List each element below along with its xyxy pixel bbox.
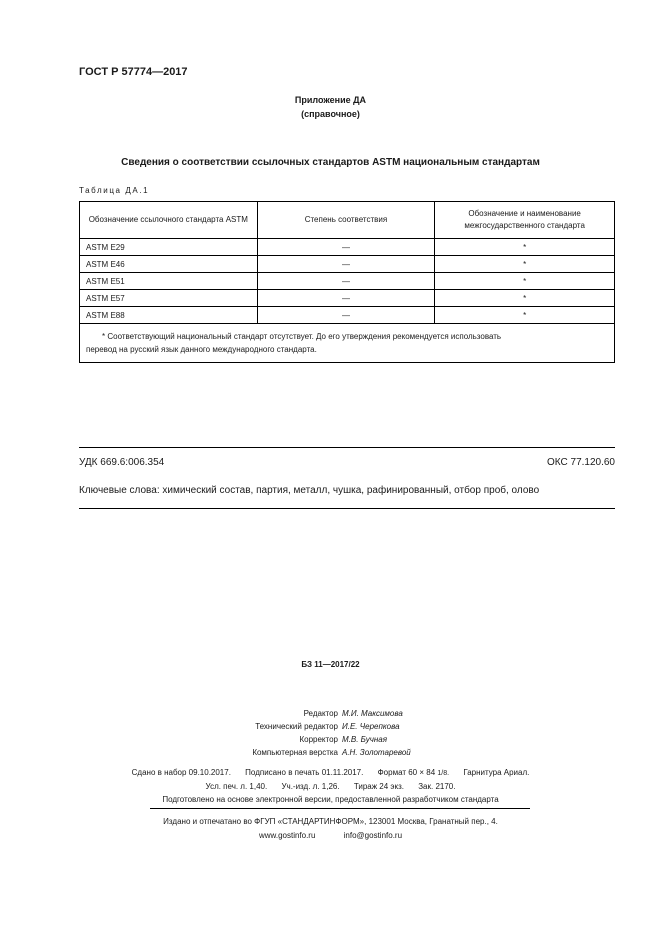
header-national-standard: Обозначение и наименование межгосударственного стандарта (435, 202, 615, 239)
cell-degree: — (257, 256, 435, 273)
cell-national: * (435, 290, 615, 307)
sent-date: Сдано в набор 09.10.2017. (131, 768, 231, 777)
table-footnote-row (80, 324, 615, 363)
cell-national: * (435, 239, 615, 256)
cell-standard: ASTM E57 (80, 290, 258, 307)
usl-pech: Усл. печ. л. 1,40. (205, 782, 268, 791)
email-link[interactable]: info@gostinfo.ru (343, 831, 403, 840)
print-details-line-1 (0, 766, 661, 780)
table-footnote (80, 324, 615, 363)
prepared-note: Подготовлено на основе электронной версии, предоставленной разработчиком стандарта (162, 795, 499, 804)
udk-code: УДК 669.6:006.354 (79, 457, 165, 468)
credit-role: Корректор (299, 735, 338, 744)
cell-standard: ASTM E88 (80, 307, 258, 324)
credit-proofreader (0, 733, 661, 746)
paper-format-fraction: 1/8. (437, 770, 450, 777)
tirazh: Тираж 24 экз. (353, 782, 404, 791)
credit-person: А.Н. Золотаревой (342, 748, 411, 757)
document-code: ГОСТ Р 57774—2017 (79, 66, 188, 78)
keywords: Ключевые слова: химический состав, партия, металл, чушка, рафинированный, отбор проб, олово (79, 485, 540, 496)
signed-date: Подписано в печать 01.11.2017. (245, 768, 364, 777)
credit-person: М.И. Максимова (342, 709, 403, 718)
table-row (80, 239, 615, 256)
order-number: Зак. 2170. (418, 782, 456, 791)
table-row (80, 307, 615, 324)
appendix-subtitle: (справочное) (301, 109, 360, 119)
header-astm-standard: Обозначение ссылочного стандарта ASTM (80, 202, 258, 239)
cell-degree: — (257, 290, 435, 307)
credit-role: Компьютерная верстка (252, 748, 338, 757)
cell-standard: ASTM E46 (80, 256, 258, 273)
table-row (80, 256, 615, 273)
main-heading: Сведения о соответствии ссылочных стандартов ASTM национальным стандартам (121, 157, 540, 168)
divider-bottom (79, 508, 615, 509)
website-link[interactable]: www.gostinfo.ru (258, 831, 316, 840)
cell-national: * (435, 256, 615, 273)
standards-table (79, 201, 615, 363)
table-header-row (80, 202, 615, 239)
credit-layout (0, 746, 661, 759)
credit-role: Технический редактор (255, 722, 338, 731)
table-row (80, 290, 615, 307)
divider-top (79, 447, 615, 448)
paper-format: Формат 60 × 84 (377, 768, 436, 777)
cell-standard: ASTM E29 (80, 239, 258, 256)
footnote-line-1: * Соответствующий национальный стандарт отсутствует. До его утверждения рекомендуется использовать (102, 332, 502, 341)
table-caption: Таблица ДА.1 (79, 186, 150, 195)
print-details-line-2 (0, 780, 661, 793)
cell-standard: ASTM E51 (80, 273, 258, 290)
cell-degree: — (257, 273, 435, 290)
typeface: Гарнитура Ариал. (463, 768, 530, 777)
credit-person: И.Е. Черепкова (342, 722, 400, 731)
divider-imprint (150, 808, 530, 809)
cell-national: * (435, 273, 615, 290)
credit-editor (0, 707, 661, 720)
header-degree: Степень соответствия (257, 202, 435, 239)
cell-degree: — (257, 307, 435, 324)
oks-code: ОКС 77.120.60 (547, 457, 615, 468)
cell-degree: — (257, 239, 435, 256)
credit-person: М.В. Бучная (342, 735, 387, 744)
bz-number: БЗ 11—2017/22 (301, 660, 360, 669)
credits-block (0, 707, 661, 759)
credit-tech-editor (0, 720, 661, 733)
footnote-line-2: перевод на русский язык данного международного стандарта. (86, 345, 317, 354)
publisher-info: Издано и отпечатано во ФГУП «СТАНДАРТИНФОРМ», 123001 Москва, Гранатный пер., 4. (163, 817, 498, 826)
cell-national: * (435, 307, 615, 324)
credit-role: Редактор (303, 709, 338, 718)
table-row (80, 273, 615, 290)
contacts (0, 829, 661, 842)
appendix-title: Приложение ДА (294, 95, 367, 105)
uch-izd: Уч.-изд. л. 1,26. (281, 782, 340, 791)
